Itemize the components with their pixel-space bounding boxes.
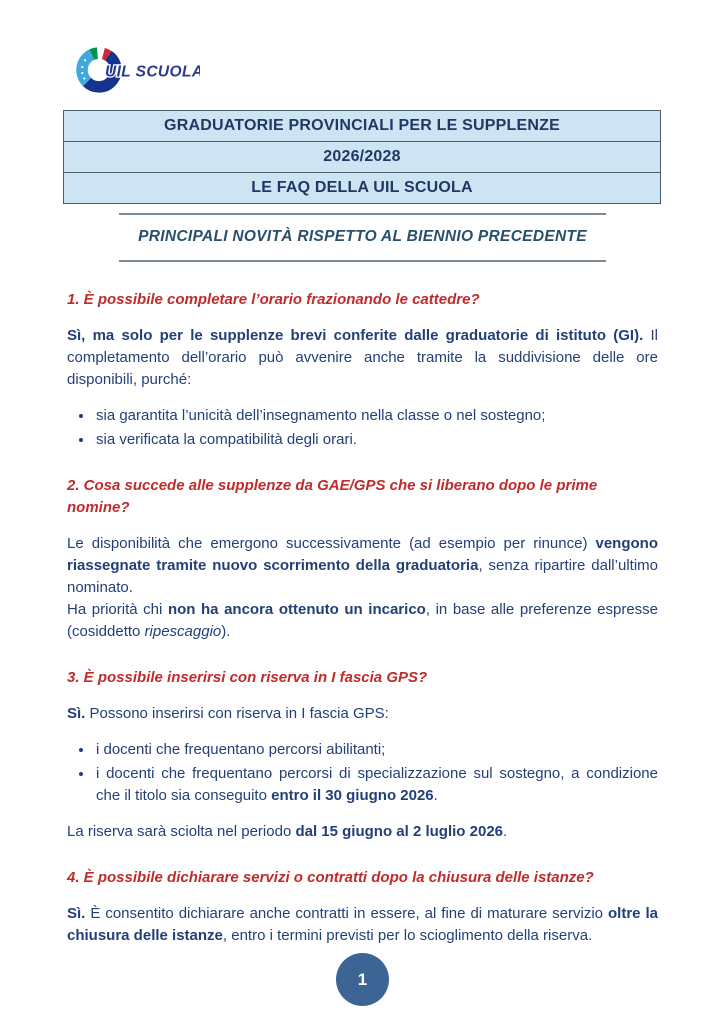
table-row bbox=[64, 173, 661, 204]
text-segment: ). bbox=[221, 623, 231, 640]
faq-bullet-list bbox=[67, 739, 658, 807]
text-segment: , entro i termini previsti per lo scioglimento della riserva. bbox=[222, 927, 593, 944]
header-title-line-1: GRADUATORIE PROVINCIALI PER LE SUPPLENZE bbox=[64, 111, 661, 142]
table-row bbox=[64, 142, 661, 173]
text-segment: sia verificata la compatibilità degli orari. bbox=[96, 431, 357, 448]
text-segment: dal 15 giugno al 2 luglio 2026 bbox=[295, 823, 504, 840]
section-title: PRINCIPALI NOVITÀ RISPETTO AL BIENNIO PRECEDENTE bbox=[138, 228, 587, 245]
header-title-line-3: LE FAQ DELLA UIL SCUOLA bbox=[64, 173, 661, 204]
faq-question: 3. È possibile inserirsi con riserva in I fascia GPS? bbox=[67, 669, 428, 686]
logo-text: UIL SCUOLA bbox=[105, 63, 200, 81]
text-segment: Possono inserirsi con riserva in I fascia GPS: bbox=[85, 705, 389, 722]
text-segment: vengono riassegnate tramite nuovo scorrimento della graduatoria bbox=[67, 535, 658, 574]
text-segment: Sì. bbox=[67, 905, 86, 922]
text-segment: La riserva sarà sciolta nel periodo bbox=[67, 823, 296, 840]
text-segment: , senza ripartire dall’ultimo nominato. bbox=[67, 557, 658, 596]
faq-bullet-list bbox=[67, 405, 658, 451]
faq-paragraph bbox=[67, 325, 658, 391]
faq-bullet-item bbox=[94, 739, 658, 761]
faq-paragraph bbox=[67, 703, 658, 725]
page-number-badge bbox=[336, 953, 389, 1006]
text-segment: Ha priorità chi bbox=[67, 601, 168, 618]
faq-paragraph bbox=[67, 533, 658, 599]
uil-scuola-logo-icon bbox=[72, 42, 200, 96]
faq-paragraph bbox=[67, 821, 658, 843]
text-segment: i docenti che frequentano percorsi di specializzazione sul sostegno, a condizione che il titolo sia conseguito bbox=[96, 765, 658, 804]
text-segment: , in base alle preferenze espresse (cosiddetto bbox=[67, 601, 658, 640]
faq-list bbox=[67, 265, 658, 961]
text-segment: oltre la chiusura delle istanze bbox=[67, 905, 659, 944]
faq-question: 1. È possibile completare l’orario frazionando le cattedre? bbox=[67, 291, 480, 308]
header-table bbox=[63, 110, 661, 204]
text-segment: Il completamento dell’orario può avvenire anche tramite la suddivisione delle ore disponibili, purché: bbox=[67, 327, 658, 388]
faq-bullet-item bbox=[94, 763, 658, 807]
section-title-block bbox=[119, 213, 606, 262]
uil-scuola-logo bbox=[72, 42, 200, 96]
faq-question: 2. Cosa succede alle supplenze da GAE/GPS che si liberano dopo le prime nomine? bbox=[67, 477, 598, 516]
text-segment: Le disponibilità che emergono successivamente (ad esempio per rinunce) bbox=[67, 535, 596, 552]
table-row bbox=[64, 111, 661, 142]
text-segment: entro il 30 giugno 2026 bbox=[271, 787, 434, 804]
faq-bullet-item bbox=[94, 405, 658, 427]
faq-paragraph bbox=[67, 599, 658, 643]
text-segment: Sì, ma solo per le supplenze brevi conferite dalle graduatorie di istituto (GI). bbox=[67, 327, 644, 344]
text-segment: . bbox=[433, 787, 438, 804]
header-title-line-2: 2026/2028 bbox=[64, 142, 661, 173]
text-segment: non ha ancora ottenuto un incarico bbox=[167, 601, 426, 618]
text-segment: . bbox=[503, 823, 508, 840]
faq-paragraph bbox=[67, 903, 658, 947]
text-segment: È consentito dichiarare anche contratti in essere, al fine di maturare servizio bbox=[85, 905, 608, 922]
text-segment: i docenti che frequentano percorsi abilitanti; bbox=[96, 741, 386, 758]
faq-bullet-item bbox=[94, 429, 658, 451]
text-segment: Sì. bbox=[67, 705, 86, 722]
text-segment: ripescaggio bbox=[144, 623, 222, 640]
faq-question: 4. È possibile dichiarare servizi o contratti dopo la chiusura delle istanze? bbox=[67, 869, 594, 886]
text-segment: sia garantita l’unicità dell’insegnamento nella classe o nel sostegno; bbox=[96, 407, 546, 424]
page-number: 1 bbox=[357, 969, 368, 989]
